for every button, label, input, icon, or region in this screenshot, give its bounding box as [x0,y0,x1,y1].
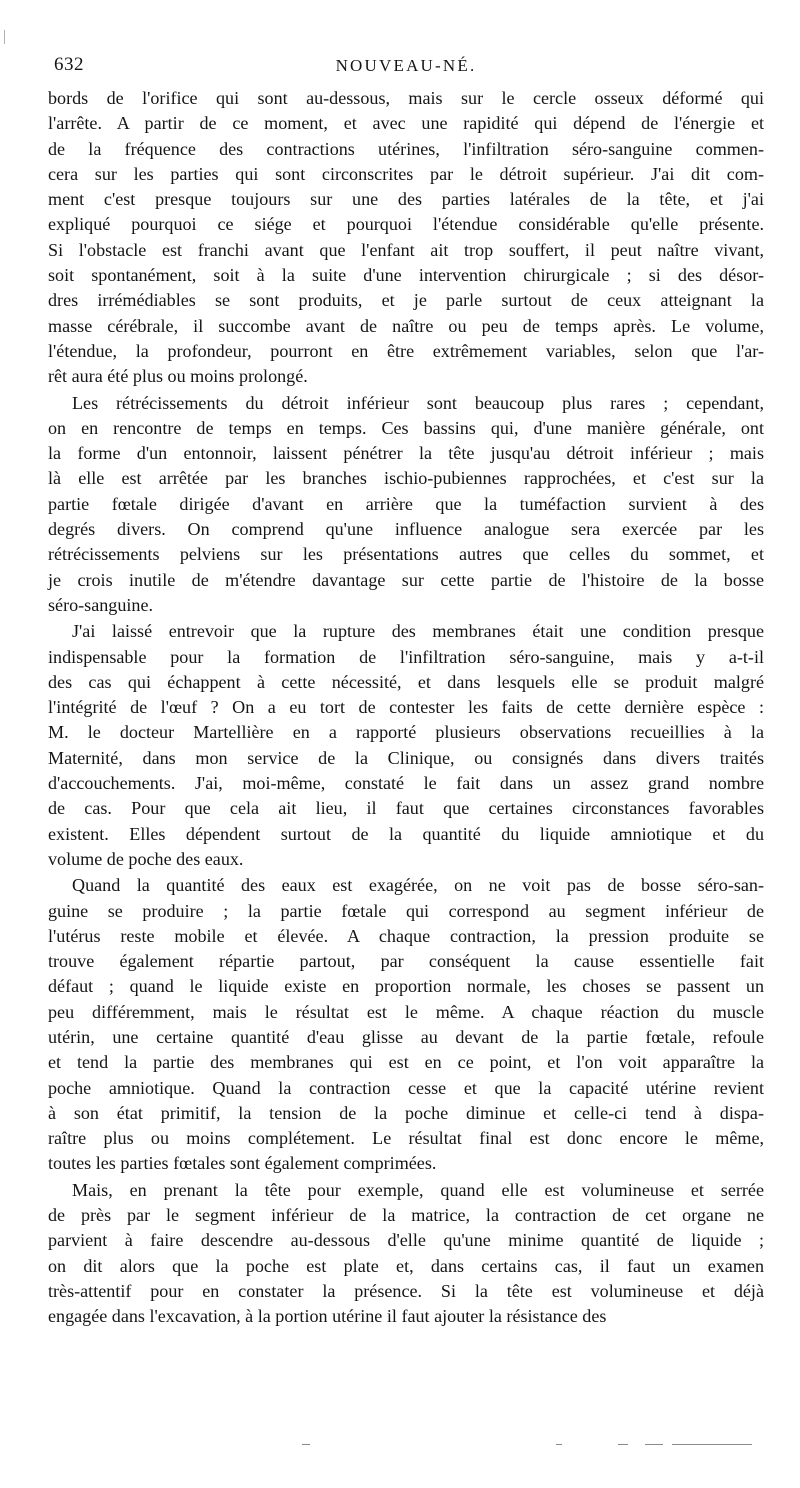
text-line: l'arrête. A partir de ce moment, et avec une rapidité qui dépend de l'énergie et [48,113,764,134]
text-line: séro-sanguine. [48,594,154,615]
text-line: parvient à faire descendre au-dessous d'elle qu'une minime quantité de liquide ; [48,1230,764,1251]
text-line: M. le docteur Martellière en a rapporté plusieurs observations recueillies à la [48,722,764,743]
text-line: toutes les parties fœtales sont également comprimées. [48,1153,437,1174]
text-line: guine se produire ; la partie fœtale qui correspond au segment inférieur de [48,900,764,921]
text-line: volume de poche des eaux. [48,848,244,869]
text-line: peu différemment, mais le résultat est le même. A chaque réaction du muscle [48,1001,764,1022]
text-line: existent. Elles dépendent surtout de la quantité du liquide amniotique et du [48,823,764,844]
text-line: poche amniotique. Quand la contraction cesse et que la capacité utérine revient [48,1077,764,1098]
text-line: bords de l'orifice qui sont au-dessous, mais sur le cercle osseux déformé qui [48,88,764,108]
text-line: d'accouchements. J'ai, moi-même, constaté le fait dans un assez grand nombre [48,773,764,794]
text-line: indispensable pour la formation de l'infiltration séro-sanguine, mais y a-t-il [48,646,764,667]
text-line: l'étendue, la profondeur, pourront en être extrêmement variables, selon que l'ar- [48,340,764,361]
text-line: de près par le segment inférieur de la matrice, la contraction de cet organe ne [48,1205,764,1226]
paragraph [48,1178,764,1330]
paragraph [48,873,764,1177]
text-line: expliqué pourquoi ce siége et pourquoi l'étendue considérable qu'elle présente. [48,214,764,235]
print-mark [302,1444,310,1445]
text-line: Mais, en prenant la tête pour exemple, quand elle est volumineuse et serrée [72,1179,764,1200]
print-mark [672,1444,752,1445]
text-line: trouve également répartie partout, par conséquent la cause essentielle fait [48,951,764,972]
text-line: je crois inutile de m'étendre davantage sur cette partie de l'histoire de la bosse [48,569,764,590]
paragraph [48,619,764,872]
text-line: cera sur les parties qui sont circonscrites par le détroit supérieur. J'ai dit com- [48,163,764,184]
text-line: l'utérus reste mobile et élevée. A chaque contraction, la pression produite se [48,925,764,946]
text-line: et tend la partie des membranes qui est en ce point, et l'on voit apparaître la [48,1052,764,1073]
page-number: 632 [54,54,84,75]
print-mark [556,1444,562,1445]
text-line: Les rétrécissements du détroit inférieur sont beaucoup plus rares ; cependant, [72,392,764,413]
text-line: rêt aura été plus ou moins prolongé. [48,366,308,387]
text-line: l'intégrité de l'œuf ? On a eu tort de contester les faits de cette dernière espèce : [48,697,764,718]
body-text [48,86,764,1330]
text-line: Si l'obstacle est franchi avant que l'enfant ait trop souffert, il peut naître vivant, [48,239,764,260]
scan-edge-mark [4,30,5,44]
text-line: soit spontanément, soit à la suite d'une intervention chirurgicale ; si des désor- [48,265,764,286]
page-header [54,54,758,82]
footer-print-marks [300,1444,760,1452]
text-line: partie fœtale dirigée d'avant en arrière que la tuméfaction survient à des [48,493,764,514]
text-line: dres irrémédiables se sont produits, et je parle surtout de ceux atteignant la [48,290,764,311]
paragraph [48,86,764,390]
running-head: NOUVEAU-NÉ. [335,56,477,75]
text-line: des cas qui échappent à cette nécessité, et dans lesquels elle se produit malgré [48,671,764,692]
text-line: là elle est arrêtée par les branches ischio-pubiennes rapprochées, et c'est sur la [48,468,764,489]
text-line: ment c'est presque toujours sur une des parties latérales de la tête, et j'ai [48,189,764,210]
text-line: on dit alors que la poche est plate et, dans certains cas, il faut un examen [48,1255,764,1276]
text-line: défaut ; quand le liquide existe en proportion normale, les choses se passent un [48,976,764,997]
text-line: masse cérébrale, il succombe avant de naître ou peu de temps après. Le volume, [48,315,764,336]
paragraph [48,391,764,619]
text-line: à son état primitif, la tension de la poche diminue et celle-ci tend à dispa- [48,1102,764,1123]
print-mark [618,1444,628,1445]
text-line: Quand la quantité des eaux est exagérée, on ne voit pas de bosse séro-san- [72,875,764,896]
text-line: de la fréquence des contractions utérines, l'infiltration séro-sanguine commen- [48,138,764,159]
text-line: degrés divers. On comprend qu'une influence analogue sera exercée par les [48,519,764,540]
text-line: raître plus ou moins complétement. Le résultat final est donc encore le même, [48,1128,764,1149]
text-line: utérin, une certaine quantité d'eau glisse au devant de la partie fœtale, refoule [48,1026,764,1047]
text-line: Maternité, dans mon service de la Clinique, ou consignés dans divers traités [48,747,764,768]
text-line: J'ai laissé entrevoir que la rupture des membranes était une condition presque [72,621,764,642]
print-mark [645,1444,663,1445]
text-line: très-attentif pour en constater la présence. Si la tête est volumineuse et déjà [48,1280,764,1301]
text-line: on en rencontre de temps en temps. Ces bassins qui, d'une manière générale, ont [48,417,764,438]
text-line: engagée dans l'excavation, à la portion utérine il faut ajouter la résistance des [48,1306,607,1327]
text-line: la forme d'un entonnoir, laissent pénétrer la tête jusqu'au détroit inférieur ; mais [48,443,764,464]
text-line: rétrécissements pelviens sur les présentations autres que celles du sommet, et [48,544,764,565]
text-line: de cas. Pour que cela ait lieu, il faut que certaines circonstances favorables [48,798,764,819]
